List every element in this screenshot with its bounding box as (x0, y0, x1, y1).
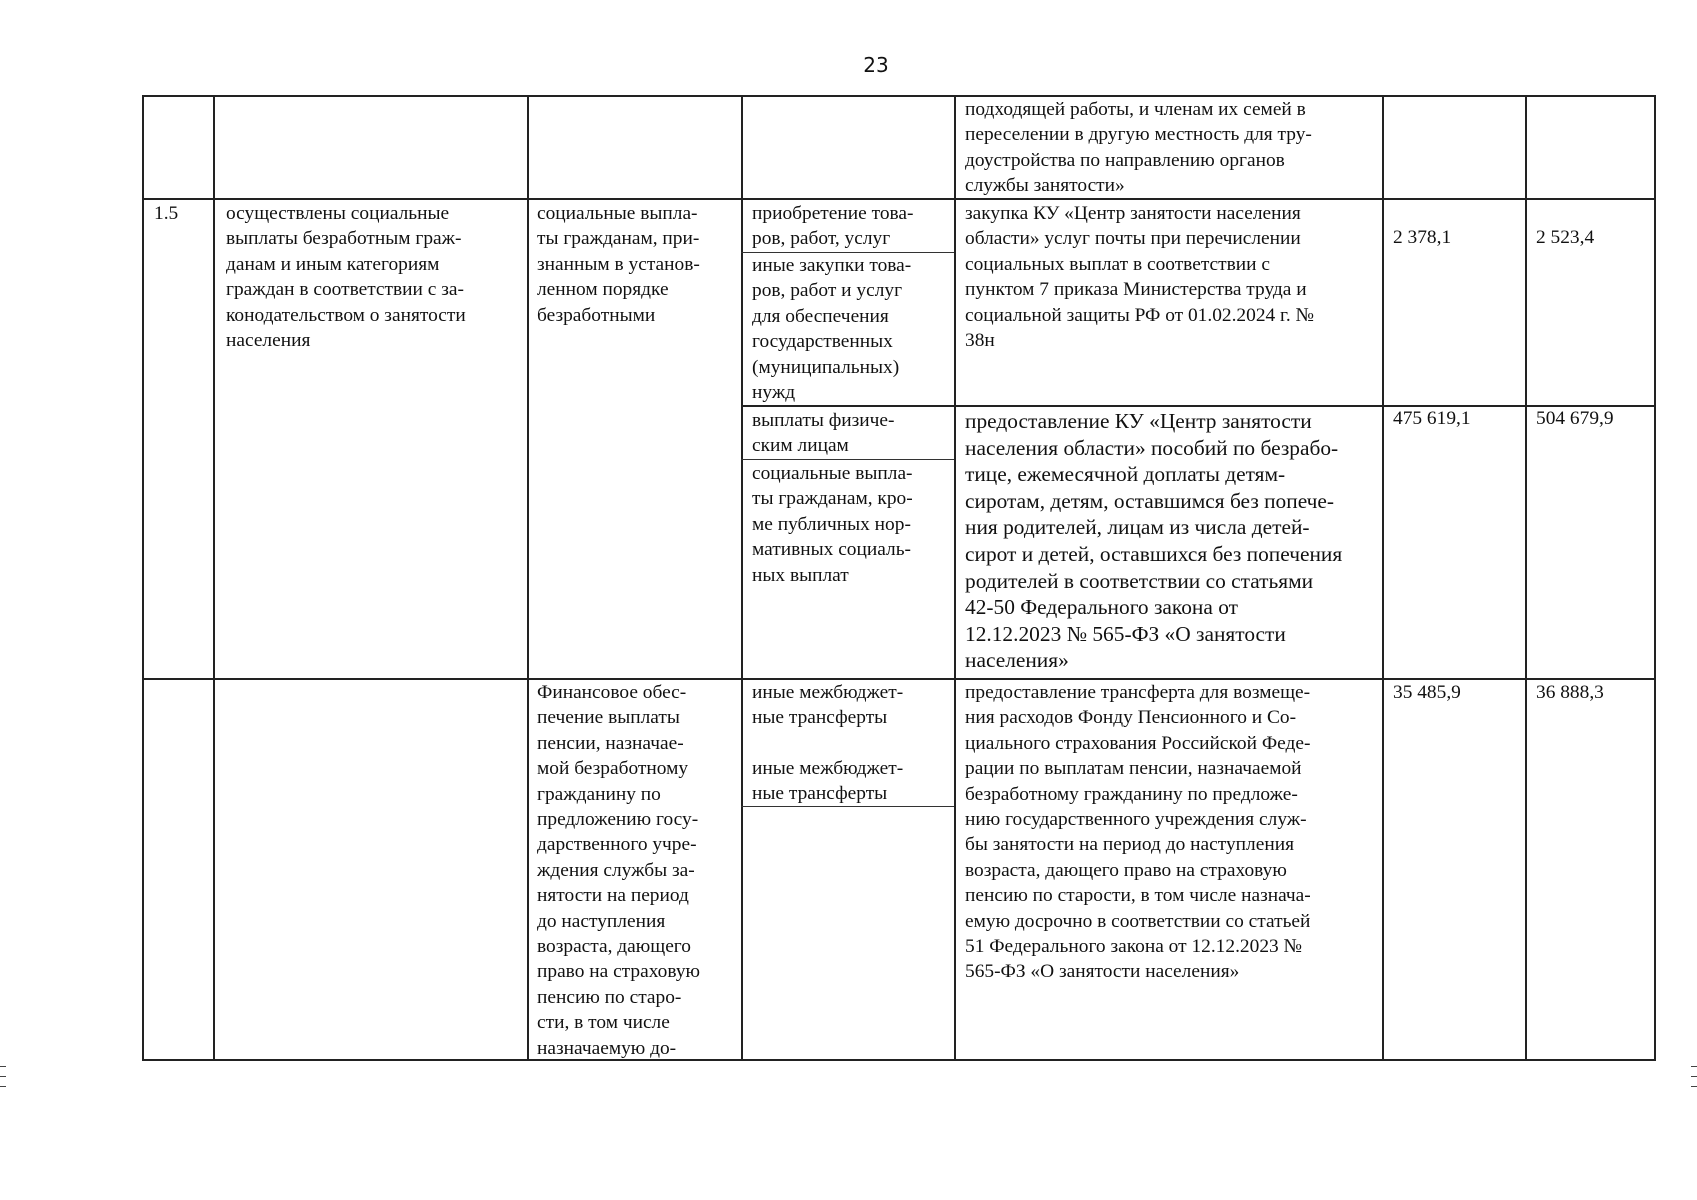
column-divider-5 (1382, 95, 1384, 1061)
column-divider-3 (741, 95, 743, 1061)
value-column-2: 504 679,9 (1536, 408, 1614, 429)
table-border-left (142, 95, 144, 1061)
scan-mark (0, 1066, 6, 1067)
scan-mark (1691, 1076, 1697, 1077)
expense-description: закупка КУ «Центр занятости населения области» услуг почты при перечислении социальных выплат в соответствии с пунктом 7 приказа Министерства труда и социальной защиты РФ от 01.02.2024 г. № 38н (965, 203, 1315, 352)
row-divider-1 (142, 198, 1656, 200)
expense-type: выплаты физиче- ским лицам (752, 410, 895, 457)
page-number: 23 (863, 53, 889, 77)
scan-mark (1691, 1066, 1697, 1067)
expense-type: приобретение това- ров, работ, услуг (752, 203, 914, 250)
column-divider-2 (527, 95, 529, 1061)
row-continuation-description: подходящей работы, и членам их семей в переселении в другую местность для тру- доустройства по направлению органов службы занятости» (965, 99, 1312, 197)
row-direction: социальные выпла- ты гражданам, при- знанным в установ- ленном порядке безработными (537, 203, 700, 326)
expense-type-separator-2 (741, 459, 954, 460)
column-divider-4 (954, 95, 956, 1061)
value-column-2: 2 523,4 (1536, 227, 1595, 248)
expense-type: иные закупки това- ров, работ и услуг для обеспечения государственных (муниципальных) нужд (752, 255, 912, 404)
row-direction: Финансовое обес- печение выплаты пенсии, назначае- мой безработному гражданину по предложению госу- дарственного учре- ждения службы за- нятости на период до наступления возраста, дающего право на страховую пенсию по старо- сти, в том числе назначаемую до- (537, 682, 701, 1059)
column-divider-1 (213, 95, 215, 1061)
table-border-right (1654, 95, 1656, 1061)
scan-mark (0, 1076, 6, 1077)
expense-type: социальные выпла- ты гражданам, кро- ме публичных нор- мативных социаль- ных выплат (752, 463, 913, 586)
value-column-1: 2 378,1 (1393, 227, 1452, 248)
column-divider-6 (1525, 95, 1527, 1061)
row-number: 1.5 (154, 203, 179, 224)
scan-mark (1691, 1086, 1697, 1087)
scan-mark (0, 1086, 6, 1087)
expense-description: предоставление КУ «Центр занятости населения области» пособий по безрабо- тице, ежемесячной доплаты детям- сиротам, детям, оставшимся без попече- ния родителей, лицам из числа детей- сирот и детей, оставшихся без попечения родителей в соответствии со статьями 42-50 Федерального закона от 12.12.2023 № 565-ФЗ «О занятости населения» (965, 409, 1343, 673)
expense-type: иные межбюджет- ные трансферты (752, 758, 904, 805)
row-result: осуществлены социальные выплаты безработным граж- данам и иным категориям граждан в соответствии с за- конодательством о занятости населения (226, 203, 466, 352)
table-border-top (142, 95, 1656, 97)
value-column-1: 475 619,1 (1393, 408, 1471, 429)
value-column-1: 35 485,9 (1393, 682, 1461, 703)
table-border-bottom (142, 1059, 1656, 1061)
value-column-2: 36 888,3 (1536, 682, 1604, 703)
expense-description: предоставление трансферта для возмеще- ния расходов Фонду Пенсионного и Со- циального страхования Российской Феде- рации по выплатам пенсии, назначаемой безработному гражданину по предложе- нию государственного учреждения служ- бы занятости на период до наступления возраста, дающего право на страховую пенсию по старости, в том числе назнача- емую досрочно в соответствии со статьей 51 Федерального закона от 12.12.2023 № 565-ФЗ «О занятости населения» (965, 682, 1311, 983)
expense-type: иные межбюджет- ные трансферты (752, 682, 904, 729)
